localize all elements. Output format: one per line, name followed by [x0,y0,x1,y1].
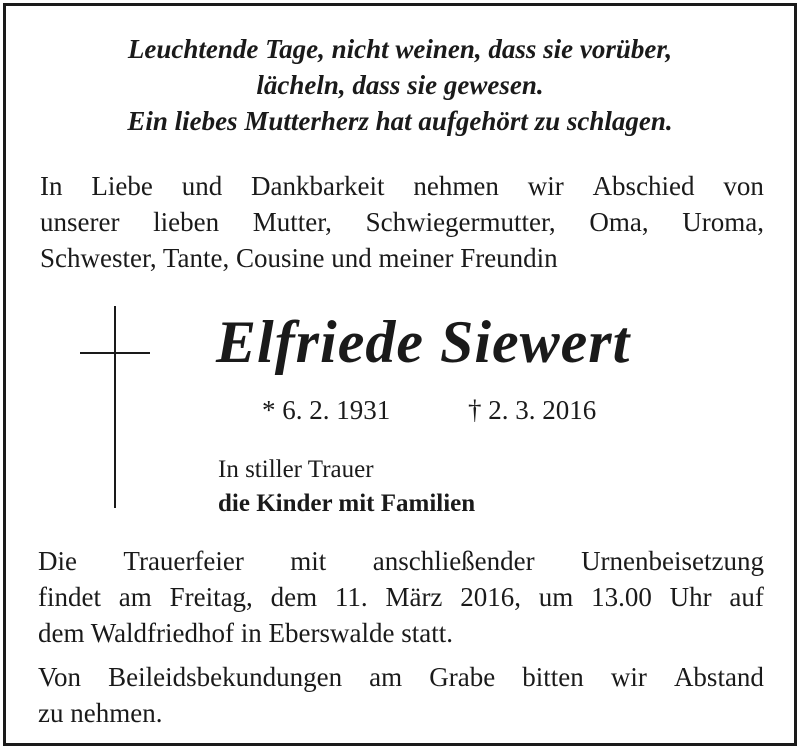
word: In [40,171,63,201]
cross-icon-horizontal [80,352,150,354]
word: am [118,582,152,612]
mourning-phrase: In stiller Trauer [218,456,374,483]
word: und [181,171,223,201]
ceremony-line-2 [38,579,764,615]
word: Liebe [91,171,153,201]
ceremony-line-3: dem Waldfriedhof in Eberswalde statt. [38,618,453,648]
word: am [369,662,403,692]
poem-line-3: Ein liebes Mutterherz hat aufgehört zu schlagen. [127,106,673,136]
word: dem [270,582,318,612]
word: Urnenbeisetzung [581,546,764,576]
word: Uroma, [682,207,764,237]
word: Trauerfeier [123,546,244,576]
word: bitten [522,662,584,692]
word: nehmen [413,171,499,201]
word: anschließender [372,546,535,576]
word: Oma, [589,207,649,237]
word: Beileidsbekundungen [108,662,343,692]
word: Dankbarkeit [251,171,385,201]
word: um [538,582,574,612]
word: wir [610,662,647,692]
intro-line-3: Schwester, Tante, Cousine und meiner Freundin [40,243,558,273]
word: Abstand [673,662,764,692]
word: Grabe [429,662,496,692]
intro-line-1 [40,168,764,204]
word: Schwiegermutter, [365,207,556,237]
word: 13.00 [591,582,652,612]
word: Uhr [669,582,712,612]
word: unserer [40,207,120,237]
family-signature: die Kinder mit Familien [218,490,476,517]
word: von [723,171,764,201]
word: Von [38,662,82,692]
condolences-text [38,659,764,731]
poem-line-2: lächeln, dass sie gewesen. [256,70,544,100]
word: 11. [334,582,368,612]
ceremony-line-1 [38,543,764,579]
word: Freitag, [169,582,253,612]
death-date: † 2. 3. 2016 [468,395,597,425]
birth-date: * 6. 2. 1931 [262,395,391,425]
poem [0,31,800,139]
word: lieben [153,207,220,237]
intro-line-2 [40,204,764,240]
word: auf [729,582,764,612]
deceased-name: Elfriede Siewert [216,309,631,375]
ceremony-text [38,543,764,651]
word: mit [290,546,327,576]
poem-line-1: Leuchtende Tage, nicht weinen, dass sie vorüber, [127,34,673,64]
word: wir [527,171,564,201]
intro-text [40,168,764,276]
word: findet [38,582,101,612]
word: Mutter, [252,207,332,237]
cross-icon-vertical [114,306,116,508]
condolences-line-1 [38,659,764,695]
word: Abschied [592,171,695,201]
word: März [385,582,443,612]
condolences-line-2: zu nehmen. [38,698,163,728]
word: Die [38,546,77,576]
word: 2016, [460,582,521,612]
